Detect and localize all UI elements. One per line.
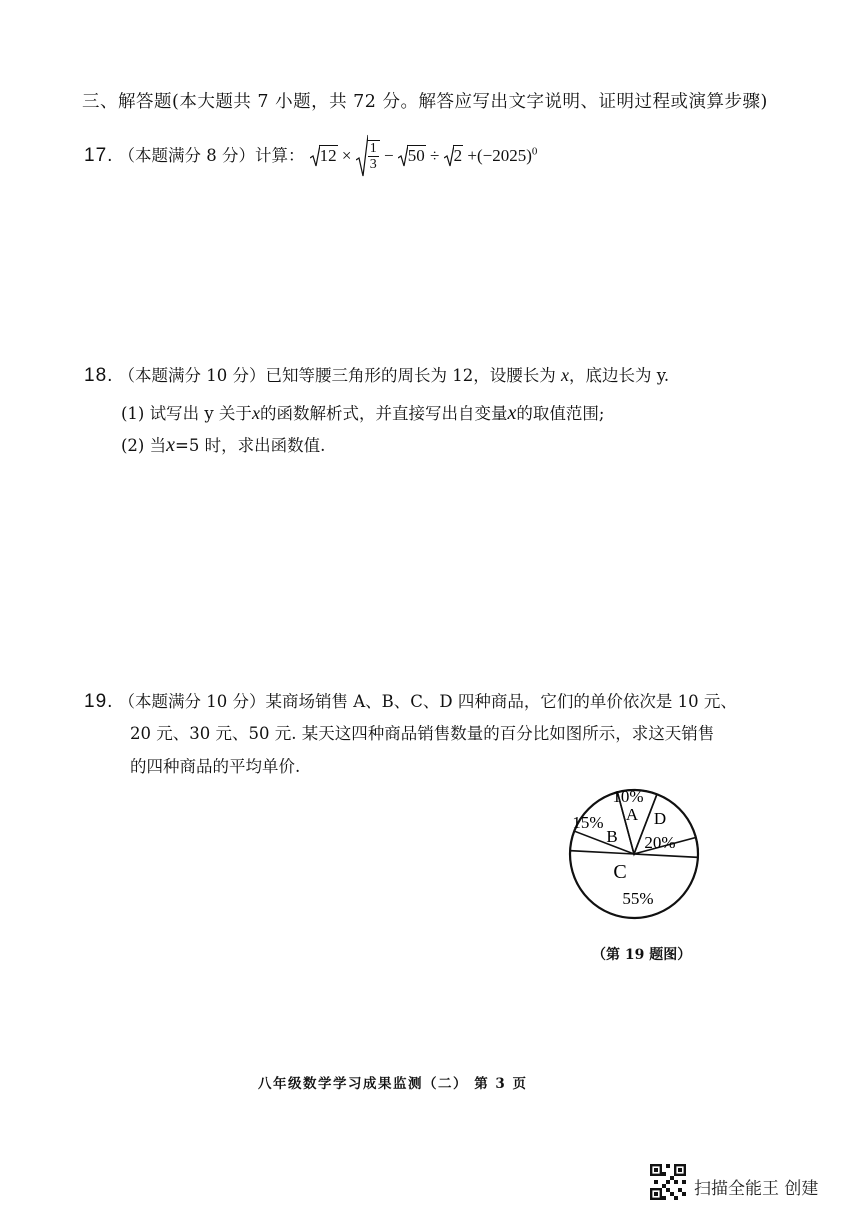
sqrt-50 xyxy=(398,146,426,166)
sqrt-2 xyxy=(444,146,464,166)
divide-sign: ÷ xyxy=(430,145,440,165)
watermark-text: 扫描全能王 创建 xyxy=(694,1179,819,1199)
q18-sub1 xyxy=(121,400,604,425)
q18-number: 18. xyxy=(84,365,114,386)
slice-percent-b: 15% xyxy=(572,813,604,832)
q19-line3: 的四种商品的平均单价. xyxy=(130,757,301,776)
figure-caption: （第 19 题图） xyxy=(592,947,692,963)
q18-sub1-b: 的函数解析式，并直接写出自变量 xyxy=(259,404,508,423)
slice-label-b: B xyxy=(606,827,618,846)
slice-label-a: A xyxy=(625,805,639,824)
qr-code-icon xyxy=(650,1164,686,1200)
var-x: x xyxy=(251,403,260,423)
slice-percent-d: 20% xyxy=(644,833,676,852)
slice-percent-c: 55% xyxy=(622,889,654,908)
q18-sub2-b: =5 时，求出函数值. xyxy=(175,436,326,455)
q18-line1-a: （本题满分 10 分）已知等腰三角形的周长为 12，设腰长为 xyxy=(118,366,561,385)
slice-label-d: D xyxy=(653,809,667,828)
q19-line1: （本题满分 10 分）某商场销售 A、B、C、D 四种商品，它们的单价依次是 10 元、 xyxy=(118,692,737,711)
page-footer: 八年级数学学习成果监测（二） 第 3 页 xyxy=(258,1076,528,1092)
q17-number: 17. xyxy=(84,144,114,166)
q18-sub2 xyxy=(121,432,325,457)
minus-sign: − xyxy=(383,145,394,165)
pie-chart xyxy=(566,786,702,922)
var-x-bold: x xyxy=(507,402,517,424)
q17-lead: （本题满分 8 分）计算： xyxy=(118,145,305,165)
frac-denominator: 3 xyxy=(369,157,377,173)
section-title: 三、解答题(本大题共 7 小题，共 72 分。解答应写出文字说明、证明过程或演算步骤) xyxy=(82,92,768,112)
q19-number: 19. xyxy=(84,691,114,712)
question-19 xyxy=(84,688,737,713)
fraction-one-third xyxy=(368,141,379,173)
q18-sub2-a: (2) 当 xyxy=(121,436,167,455)
slice-label-c: C xyxy=(613,861,627,883)
expr-tail: +(−2025) xyxy=(467,145,532,165)
radicand-2: 2 xyxy=(453,145,463,165)
radicand-50: 50 xyxy=(407,145,425,165)
q17-expression xyxy=(310,141,538,173)
q19-line2: 20 元、30 元、50 元. 某天这四种商品销售数量的百分比如图所示，求这天销售 xyxy=(130,724,715,743)
var-x: x xyxy=(166,434,176,456)
question-18 xyxy=(84,362,669,387)
times-sign: × xyxy=(341,145,352,165)
var-x: x xyxy=(561,365,569,385)
q18-sub1-c: 的取值范围; xyxy=(516,404,605,423)
frac-numerator: 1 xyxy=(369,141,377,156)
radicand-12: 12 xyxy=(319,145,337,165)
slice-percent-a: 10% xyxy=(612,787,644,806)
q18-sub1-a: (1) 试写出 y 关于 xyxy=(121,404,252,423)
sqrt-12 xyxy=(310,146,338,166)
q18-line1-b: ，底边长为 y. xyxy=(569,366,670,385)
sqrt-one-third xyxy=(356,140,380,173)
exponent-zero: 0 xyxy=(531,145,538,158)
question-17 xyxy=(84,140,537,173)
